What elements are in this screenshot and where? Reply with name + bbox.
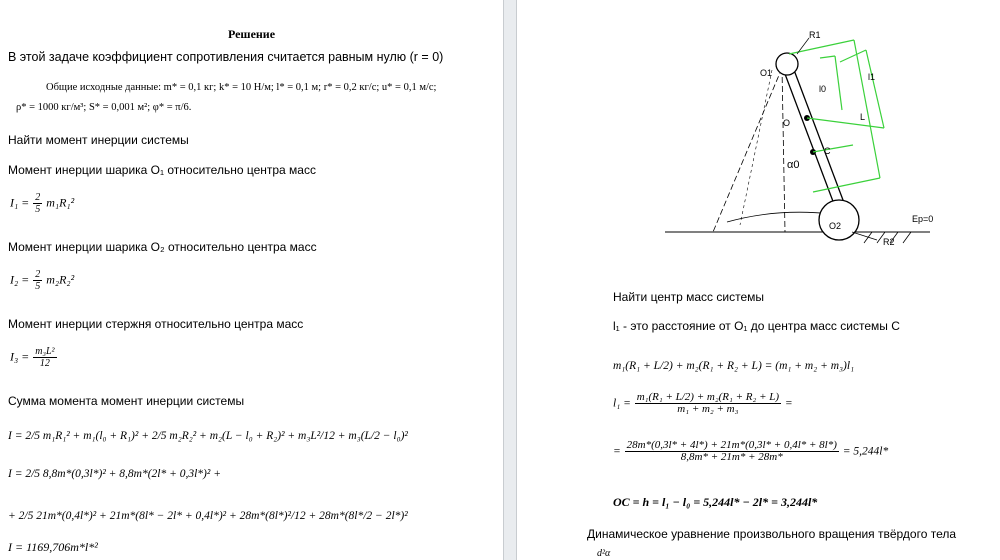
cm-equation-3: = $\frac{28m*(0,3l* + 4l*) + 21m*(0,3l* + 0,4l* + 8l*)}{8,8m* + 21m* + 28m*}$ = 5,244l* xyxy=(613,439,889,463)
label-inertia-rod: Момент инерции стержня относительно центра масс xyxy=(8,317,304,331)
solution-heading: Решение xyxy=(227,27,276,41)
partial-formula: d²α xyxy=(597,548,611,559)
formula-total-inertia-substituted-2: + 2/5 21m*(0,4l*)² + 21m*(8l* − 2l* + 0,4l*)² + 28m*(8l*)²/12 + 28m*(8l*/2 − 2l*)² xyxy=(8,510,408,522)
resistance-note: В этой задаче коэффициент сопротивления считается равным нулю (r = 0) xyxy=(8,50,444,64)
given-data-line-1: Общие исходные данные: m* = 0,1 кг; k* = 10 Н/м; l* = 0,1 м; r* = 0,2 кг/с; u* = 0,1 м/с; xyxy=(46,82,437,93)
formula-total-inertia: I = 2/5 m₁R₁² + m₁(l₀ + R₁)² + 2/5 m₂R₂² + m₂(L − l₀ + R₂)² + m₃L²/12 + m₃(L/2 − l₀)² xyxy=(8,430,408,442)
cm-equation-2: l₁ = $\frac{\text{m₁(R₁ + L/2) + m₂(R₁ + R₂ + L)}}{\text{m₁ + m₂ + m₃}}$ = xyxy=(613,391,793,415)
label-inertia-ball-o1: Момент инерции шарика O₁ относительно центра масс xyxy=(8,163,316,177)
dynamic-equation-heading: Динамическое уравнение произвольного вращения твёрдого тела xyxy=(587,527,957,541)
formula-total-inertia-substituted-1: I = 2/5 8,8m*(0,3l*)² + 8,8m*(2l* + 0,3l*)² + xyxy=(8,468,221,480)
label-r1: R1 xyxy=(809,30,821,40)
find-center-of-mass-heading: Найти центр масс системы xyxy=(613,290,764,304)
given-data-line-2: ρ* = 1000 кг/м³; S* = 0,001 м²; φ* = π/6. xyxy=(16,102,192,113)
formula-i2: I₂ = $\frac{2}{5}$ m₂R₂² xyxy=(10,269,75,292)
label-total-inertia: Сумма момента момент инерции системы xyxy=(8,394,245,408)
formula-i1: I₁ = $\frac{2}{5}$ m₁R₁² xyxy=(10,192,75,215)
label-o1: O1 xyxy=(760,68,773,78)
right-page xyxy=(517,0,1000,560)
cm-equation-1: m₁(R₁ + L/2) + m₂(R₁ + R₂ + L) = (m₁ + m₂ + m₃)l₁ xyxy=(613,360,855,372)
page-gutter xyxy=(503,0,517,560)
label-ep0: Ep=0 xyxy=(912,214,934,224)
find-inertia-heading: Найти момент инерции системы xyxy=(8,133,189,147)
formula-total-inertia-result: I = 1169,706m*l*² xyxy=(8,540,98,554)
label-l1: l1 xyxy=(868,72,876,82)
label-o2: O2 xyxy=(829,221,842,231)
l1-definition: l₁ - это расстояние от O₁ до центра масс системы C xyxy=(613,319,900,333)
label-L: L xyxy=(860,112,866,122)
label-inertia-ball-o2: Момент инерции шарика O₂ относительно центра масс xyxy=(8,240,317,254)
oc-equation: OC = h = l₁ − l₀ = 5,244l* − 2l* = 3,244l* xyxy=(613,495,818,509)
label-c: C xyxy=(824,146,831,156)
label-o: O xyxy=(783,118,791,128)
label-r2: R2 xyxy=(883,237,895,247)
label-alpha0: α0 xyxy=(787,159,800,171)
label-l0: l0 xyxy=(819,84,827,94)
pendulum-diagram xyxy=(517,0,1000,260)
formula-i3: I₃ = $\frac{\text{m₃L²}}{12}$ xyxy=(10,346,55,369)
